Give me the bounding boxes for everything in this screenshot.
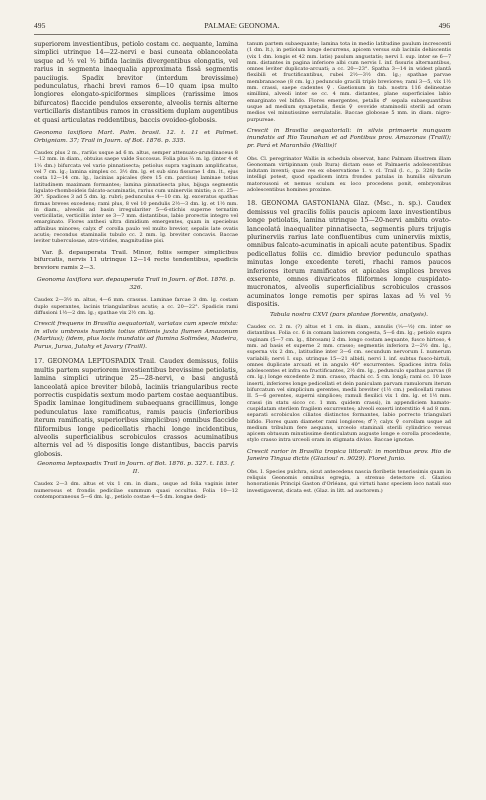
text-paragraph: Geonoma laxiflora Mart. Palm. brasil. 12. t. 11 et Palmet. Orbigniam. 37; Trail in Journ. of Bot. 1876. p. 335.	[34, 130, 238, 144]
right-column	[247, 41, 451, 776]
running-title: PALMAE: GEONOMA.	[204, 21, 280, 30]
text-paragraph: Obs. I. Species pulchra, sicut antecedens nascia floribetis tenerissimis quam in reliquis Geonomis omnibus egregia, a strenuo detectore cl. Glaziou honorationis Principi Gaston d'Orléans, qui virtuti hanc speciem loco natali suo investigaverat, dicata est. (Glaz. in litt. ad auctorem.)	[247, 468, 451, 494]
text-paragraph: Caudex 2—3½ m. altus, 4—6 mm. crassus. Laminae farcae 3 dm. lg. costam duplo superantes, lacinis triangularibus acutis; a cc. 20—22°. Spadicis rami diffusioni 1½—2 dm. lg.; spathae vix 2½ cm. lg.	[34, 297, 238, 316]
text-paragraph: Geonoma leptospadix Trail in Journ. of Bot. 1876. p. 327. t. 183. f. II.	[37, 461, 235, 475]
species-heading: 17. GEONOMA LEPTOSPADIX Trail. Caudex demissus, foliis multis partem superiorem investientibus brevissime petiolatis, lamina simplici utrinque 25—28-nervi, e basi angustâ lanceolatâ apice breviter bilobâ, laciniis triangularibus recte porrectis cuspidatis sextum modo partem costae aequantibus. Spadix laminae longitudinem subaequans gracillimus, longe pedunculatus laxe ramificatus, ramis paucis (inferioribus iterum ramificatis, superioribus simplicibus) omnibus flaccide filiformibus longe pedicellatis rhachi longe incidentibus, alveolis superficialibus scrobiculos crassos acuminatibus alternis vel ad ⅓ dispositis longe distantibus, baccis parvis globosis.	[34, 357, 238, 458]
text-paragraph: Tabula nostra CXVI (pars plantae florentis, analysis).	[269, 311, 429, 318]
text-paragraph: superiorem investientibus, petiolo costam cc. aequante, lamina simplici utrinque 14—22-nervi e basi cuneata oblanceolata usque ad ⅓ vel ½ bifida laciniis divergentibus elongatis, vel rarius in segmenta inaequalia approximata fissâ segmentis pauciiugis. Spadix brevitor (interdum brevissime) pedunculatus, rhachi brevi ramos 6—10 quam ipsa multo longiores elongato-spiciformes simplices (rarissime imos bifurcatos) flaccide pendulos exserente, alveolis ternis alterne verticillaris distantibus ramos in crassitiem duplam augentibus et quasi articulatas reddentibus, baccis ovoideo-globosis.	[34, 41, 238, 124]
text-paragraph: Caudex cc. 2 m. (?) altus et 1 cm. in diam., annulis (⅓—½) cm. inter se distantibus. Folia cc. 6 in comam laxiorem congesta, 5—6 dm. lg.; petiolo supra vaginam (5—7 cm. lg., fibrosam) 2 dm. longo costam aequante, fusco hirtoso, 4 mm. ad basis et superne 2 mm. crasso; segmentis inferiora 2—2½ dm. lg., superna vix 2 dm., latitudine inter 3—6 cm. secundum nervorum I. numerum variabili; nervi I. sup. utrinque 15—21 albidi, nervi I. inf. subtus fusco-hirtuli, omnes duplicate arcuati et in angulo 40° excurrentes. Spadices intra folia adolescentes et infra ea fructificantes, 2½ dm. lg., pedunculo spathas parvas (8 cm. lg.) longe excedente 2 mm. crasso, rhachi cc. 5 cm. longâ; rami cc. 10 laxe inserti, inferiores longe pedicellati et dein paniculam parvam ramulorum iterum bifurcatum vel simplicium gerentes, medii breviter (1½ cm.) pedicellati ramos II. 5—6 gerentes, superni simplices; ramuli flexilici vix 1 dm. lg. et 1½ mm. crassi (in statu sicco cc. 1 mm. quidem crassi), in appendiciem hamato-cuspidatam sterilem fragilem excurrentes; alveoli exserti interstitio 4 ad 8 mm. separati scrobiculos ciliatos distinctos formantes, labio porrecto triangulari bifido. Flores quam diameter rami longiores; ♂?; calyx ♀ corollam usque ad medium tribulum fere aequans, urceolo staminali sterili cylindrico versus apicem obtusum minutissime denticulatum auguste longe e corolla procedente, stylo crasso intra urceoli oram in stigmata diviso. Baccae ignotae.	[247, 324, 451, 444]
text-paragraph: Geonoma laxiflora var. depauperata Trail in Journ. of Bot. 1876. p. 326.	[36, 277, 236, 291]
text-paragraph: Crescit in Brasilia aequatoriali: in silvis primaeris nunquam inundatis ad Rio Taunahan et ad Fontibus prov. Amazonas (Traill); pr. Pará et Maranhão (Wallis)!	[247, 127, 451, 149]
text-paragraph: Caudex plus 2 m., rariùs usque ad 6 m. altus, semper attenuato-arundinaceus 8—12 mm. in diam., obtuius saepe valde Succosus. Folia plus ⅔ m. lg. (inter 4 et 1⅓ dm.) bifurcata vel vario pinnatisecta; petiolus supra vaginam amplificatus, vel 7 cm. lg.; lamina simplex cc. 3½ dm. lg. et sub sinu fissurae 1 dm. lt., ejus costa 12—14 cm. lg., lacinias apicales (fere 15 cm. parcius) laminae totius latitudinem maximam formantes; lamina pinnatisecta plus, bijuga segmentis ligulato-rhomboideis falcato-acuminatis, rarius cum uninerviis mixtis; a cc. 25—30°. Spadices 3 ad 5 dm. lg. rubri; pedunculus 4—10 cm. lg. exceratus spathas firmas breves excedens; rami plus, 8 vel 10 pendulis 2½—3 dm. lg. et 1½ mm. in diam., alveolis ad basin irregulariter 5—6-stichis superne ternatim verticillatis, verticillis inter se 3—7 mm. distantibus, labio prorectis integro vel emarginato. Flores anthesi ultra dimidium emergentes, quam in speciebus affinibus minores; calyx ♂ corolla paulo vel multo brevior, sepalis late ovatis acutis; recondus staminalis tubulo cc. 2 mm. lg. breviter concavis. Baccae leviter tuberculosae, atro-virides, magnitudine pisi.	[34, 150, 238, 245]
running-header	[34, 21, 450, 33]
text-paragraph: tanum partem subaequante; lamina tota in medio latitudine paulum increscenti (1 dm. lt.), in petiolum longe decurrens, apicem versus sub laciniis dehiscentis (vix 1 dm. longis et 42 mm. latis) paulum angustatis; nervi I. sup. inter se 6—7 mm. distantes in pagina inferiore albi cum nervis I. inf. fissuris alternantibus, omnes leviter duplicato-arcuati; a cc. 20—23°. Spatha 3—14 in widest plantâ flexibili et fructificantibus, rubei 2½—3½ dm. lg.; spathae parvae membranaceae (8 cm. lg.) pedunculo gracili triplo breviores; rami 3—5, vix 1½ mm. crassi, saepe cadentes ♀. Gaetionum in tab. nostra 116 delineatae simillimi, alveoli inter se cc. 4 mm. distantes, plane superficiales labio emarginato vel bifido. Flores emergentes, petalis ♂ sepala subaequantibus usque ad medium synapetalis, flexis ♀ ovovide staminodii sterili ad oram medios vel minutissime serrulatalis. Baccae globosae 5 mm. in diam. nigro-purpureae.	[247, 41, 451, 123]
left-page-number: 495	[34, 21, 46, 30]
text-paragraph: Obs. Cl. peregrinator Wallis in schedula observat, hanc Palmam illustrem illam Geonomam virtipinnam (sub Itura) dictam esse et Palmaeris adolescentibus indutam inventi; quae res ex observatione 1. v. cl. Trail (l. c., p. 328) facile intelligi potest, quod spadicem intra frondes patulas in humilis silvarum matorousoni et nemus sculum ex loco procedens ponit, embryonibus adolescentibus homines proxime.	[247, 155, 451, 193]
right-page-number: 496	[438, 21, 450, 30]
species-heading: 18. GEONOMA GASTONIANA Glaz. (Msc., n. sp.). Caudex demissus vel gracilis foliis paucis apicem laxe investientibus longe petiolatis, lamina utrinque 15—20-nervi ambitu ovato-lanceolatâ inaequaliter pinnatisecta, segmentis plurs trijugis plurinerviis rarius late confluentibus cum uninerviis mixtis, omnibus falcato-acuminatis in apicali acute patentibus. Spadix pedicellatus foliis cc. dimidio brevior pedunculo spathas minutas longe excedente tereti, rhachi ramos paucos inferiores iterum ramificatos et apicales simplices breves exserente, omnes divaricatos filiformes longe cuspidato-mucronatos, alveolis superficialibus scrobiculos crassos acuminatos longe remotis per spiras laxas ad ⅓ vel ½ dispositis.	[247, 199, 451, 309]
header-rule	[34, 34, 450, 35]
text-paragraph: Crescit frequens in Brasilia aequatoriali, variatas cum specie mixta: in silvis umbrosis humidis totius ditionis juxta flumen Amazonum (Martius); (idem, plus locis inundatis ad flumina Solimões, Madeira, Purus, Jurua, Jutahy et Javary (Traill).	[34, 321, 238, 350]
left-column	[34, 41, 238, 776]
text-paragraph: Crescit rarior in Brasilia tropica littorali: in montibus prov. Rio de Janeiro Tingua dictis (Glaziou! n. 9029). Floret Junio.	[247, 448, 451, 463]
text-paragraph: Caudex 2—3 dm. altus et vix 1 cm. in diam., usque ad folia vaginis inter numerosus et frondis pedicilae summum quasi occultus. Folia 10—12 contemporaneous 5—6 dm. lg., petiolo costae 4—5 dm. longae dedi-	[34, 481, 238, 500]
text-paragraph: Var. β. depauperata Trail. Minor, foliis semper simplicibus bifurcatis, nervis 11 utrinque 12—14 recte tendentibus, spadicis breviore ramis 2—3.	[34, 249, 238, 271]
